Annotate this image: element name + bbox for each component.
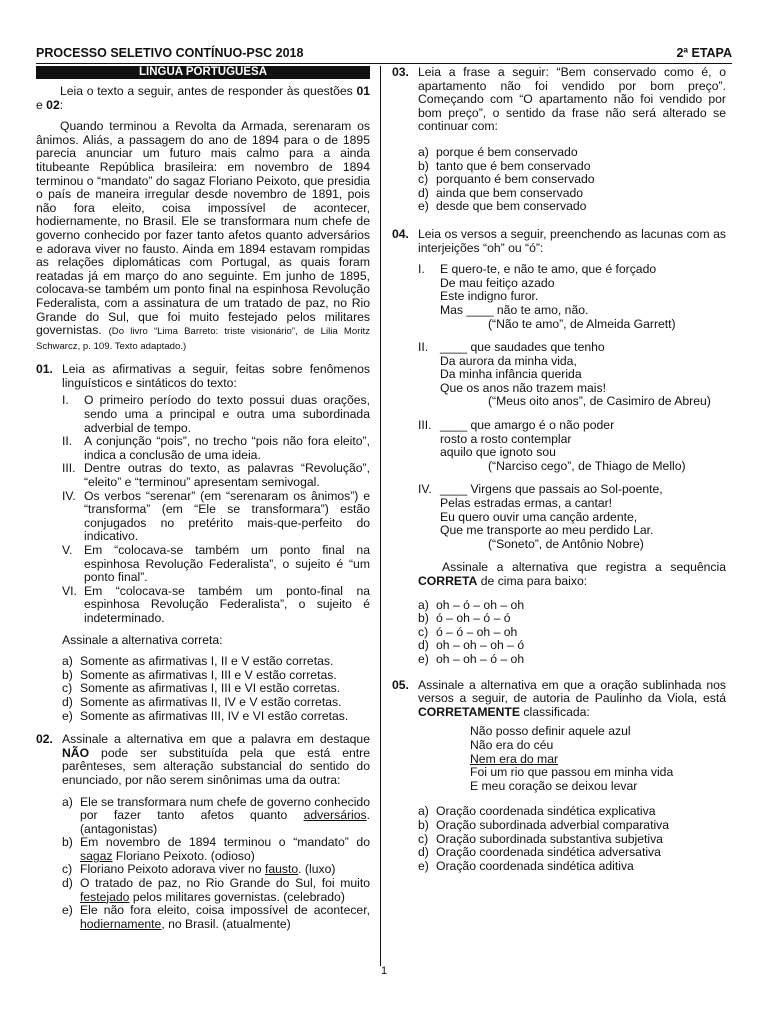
question-05: 05. Assinale a alternativa em que a oração sublinhada nos versos a seguir, de autoria de Paulinho da Viola, está CORRETAMENTE classificada: — [392, 677, 726, 719]
section-title: LÍNGUA PORTUGUESA — [36, 66, 370, 79]
question-04: 04. Leia os versos a seguir, preenchendo as lacunas com as interjeições “oh” ou “ó”: — [392, 226, 726, 255]
list-item: I. O primeiro período do texto possui duas orações, sendo uma a principal e outra uma subordinada adverbial de tempo. — [62, 393, 370, 435]
column-divider — [380, 66, 381, 966]
poem-block: II. ____ que saudades que tenho Da aurora da minha vida, Da minha infância querida Que os anos não trazem mais! (“Meus oito anos”, de Casimiro de Abreu) — [418, 340, 711, 409]
option-item: b) tanto que é bem conservado — [418, 158, 591, 173]
q02-options — [62, 796, 370, 932]
list-item: VI. Em “colocava-se também um ponto-final na espinhosa Revolução Federalista”, o sujeito é indeterminado. — [62, 583, 370, 625]
list-item: V. Em “colocava-se também um ponto final na espinhosa Revolução Federalista”, o sujeito é “um ponto final”. — [62, 543, 370, 585]
option-item: d) O tratado de paz, no Rio Grande do Sul, foi muito festejado pelos militares governistas. (celebrado) — [62, 876, 370, 904]
option-item: a) Oração coordenada sindética explicativa — [418, 804, 656, 819]
option-item: a) oh – ó – oh – oh — [418, 597, 525, 612]
option-item: c) Somente as afirmativas I, III e VI estão corretas. — [62, 681, 341, 696]
right-column — [392, 66, 726, 873]
q04-instruction: Assinale a alternativa que registra a sequência CORRETA de cima para baixo: — [418, 560, 726, 588]
q04-options — [418, 599, 726, 667]
option-item: d) Somente as afirmativas II, IV e V estão corretas. — [62, 694, 342, 709]
list-item: IV. Os verbos “serenar” (em “serenaram os ânimos”) e “transforma” (em “Ele se transformara”) estão conjugados no pretérito mais-que-perfeito do indicativo. — [62, 488, 370, 544]
left-column — [36, 66, 370, 931]
list-item: II. A conjunção “pois”, no trecho “pois não fora eleito”, indica a conclusão de uma ideia. — [62, 434, 370, 462]
page-number: 1 — [380, 965, 388, 977]
option-item: a) Somente as afirmativas I, II e V estão corretas. — [62, 654, 334, 669]
option-item: a) porque é bem conservado — [418, 144, 578, 159]
option-item: b) Somente as afirmativas I, III e V estão corretas. — [62, 667, 337, 682]
page-header — [36, 42, 732, 64]
q04-poems — [418, 263, 726, 551]
option-item: d) ainda que bem conservado — [418, 185, 584, 200]
option-item: b) Em novembro de 1894 terminou o “mandato” do sagaz Floriano Peixoto. (odioso) — [62, 835, 370, 863]
option-item: e) Oração coordenada sindética aditiva — [418, 858, 634, 873]
option-item: d) oh – oh – oh – ó — [418, 638, 525, 653]
q01-options — [62, 655, 370, 723]
option-item: a) Ele se transformara num chefe de governo conhecido por fazer tanto afetos quanto adversários. (antagonistas) — [62, 794, 370, 836]
option-item: e) Ele não fora eleito, coisa impossível de acontecer, hodiernamente, no Brasil. (atualmente) — [62, 903, 370, 931]
question-01: 01. Leia as afirmativas a seguir, feitas sobre fenômenos linguísticos e sintáticos do texto: — [36, 362, 370, 390]
exam-stage: 2ª ETAPA — [676, 46, 732, 60]
question-03: 03. Leia a frase a seguir: “Bem conservado como é, o apartamento não foi vendido por bom preço”. Começando com “O apartamento não foi vendido por bom preço”, o sentido da frase não será alterado se continuar com: — [392, 65, 726, 134]
option-item: e) oh – oh – ó – oh — [418, 651, 525, 666]
passage-source: (Do livro “Lima Barreto: triste visionário”, de Lilia Moritz Schwarcz, p. 109. Texto adaptado.) — [36, 326, 370, 352]
option-item: d) Oração coordenada sindética adversativa — [418, 845, 661, 860]
option-item: b) ó – oh – ó – ó — [418, 611, 511, 626]
q01-instruction: Assinale a alternativa correta: — [62, 632, 223, 647]
poem-block: IV. ____ Virgens que passais ao Sol-poente, Pelas estradas ermas, a cantar! Eu quero ouvir uma canção ardente, Que me transporte ao meu perdido Lar. (“Soneto”, de Antônio Nobre) — [418, 482, 663, 551]
q05-options — [418, 805, 726, 873]
option-item: c) Oração subordinada substantiva subjetiva — [418, 831, 663, 846]
list-item: III. Dentre outras do texto, as palavras “Revolução”, “eleito” e “terminou” apresentam semivogal. — [62, 461, 370, 490]
option-item: b) Oração subordinada adverbial comparativa — [418, 817, 670, 832]
option-item: e) desde que bem conservado — [418, 199, 587, 214]
q01-stem: Leia as afirmativas a seguir, feitas sobre fenômenos linguísticos e sintáticos do texto: — [62, 362, 370, 390]
question-02: 02. Assinale a alternativa em que a palavra em destaque NÃO pode ser substituída pela que está entre parênteses, sem alteração substancial do sentido do enunciado, por não serem sinônimas uma da outra: — [36, 732, 370, 787]
option-item: c) ó – ó – oh – oh — [418, 624, 518, 639]
option-item: c) Floriano Peixoto adorava viver no fausto. (luxo) — [62, 862, 336, 877]
intro-text: Leia o texto a seguir, antes de responder às questões 01 e 02: — [36, 84, 370, 112]
poem-block: III. ____ que amargo é o não poder rosto a rosto contemplar aquilo que ignoto sou (“Narciso cego”, de Thiago de Mello) — [418, 418, 686, 473]
passage: Quando terminou a Revolta da Armada, serenaram os ânimos. Aliás, a passagem do ano de 1894 para o de 1895 parecia anunciar um futuro mais calmo para a ainda titubeante República brasileira: em novembro de 1894 terminou o “mandato” do sagaz Floriano Peixoto, que presidia o país de maneira irregular desde novembro de 1891, pois não fora eleito, coisa impossível de acontecer, hodiernamente, no Brasil. Ele se transformara num chefe de governo conhecido por fazer tanto afetos quanto adversários e adorava viver no fausto. Ainda em 1894 estavam rompidas as relações diplomáticas com Portugal, as quais foram reatadas já em março do ano seguinte. Em junho de 1895, colocava-se também um ponto final na espinhosa Revolução Federalista, com a assinatura de um tratado de paz, no Rio Grande do Sul, que foi muito festejado pelos militares governistas. (Do livro “Lima Barreto: triste visionário”, de Lilia Moritz Schwarcz, p. 109. Texto adaptado.) — [36, 119, 370, 352]
exam-title: PROCESSO SELETIVO CONTÍNUO-PSC 2018 — [36, 46, 304, 60]
poem-block: I. E quero-te, e não te amo, que é forçado De mau feitiço azado Este indigno furor. Mas ____ não te amo, não. (“Não te amo”, de Almeida Garrett) — [418, 262, 676, 331]
underlined-verse: Nem era do mar — [470, 751, 559, 766]
q01-statements — [62, 394, 370, 625]
q05-verses: Não posso definir aquele azul Não era do céu Nem era do mar Foi um rio que passou em minha vida E meu coração se deixou levar — [470, 725, 726, 793]
option-item: e) Somente as afirmativas III, IV e VI estão corretas. — [62, 708, 349, 723]
q03-options — [418, 146, 726, 214]
option-item: c) porquanto é bem conservado — [418, 172, 595, 187]
